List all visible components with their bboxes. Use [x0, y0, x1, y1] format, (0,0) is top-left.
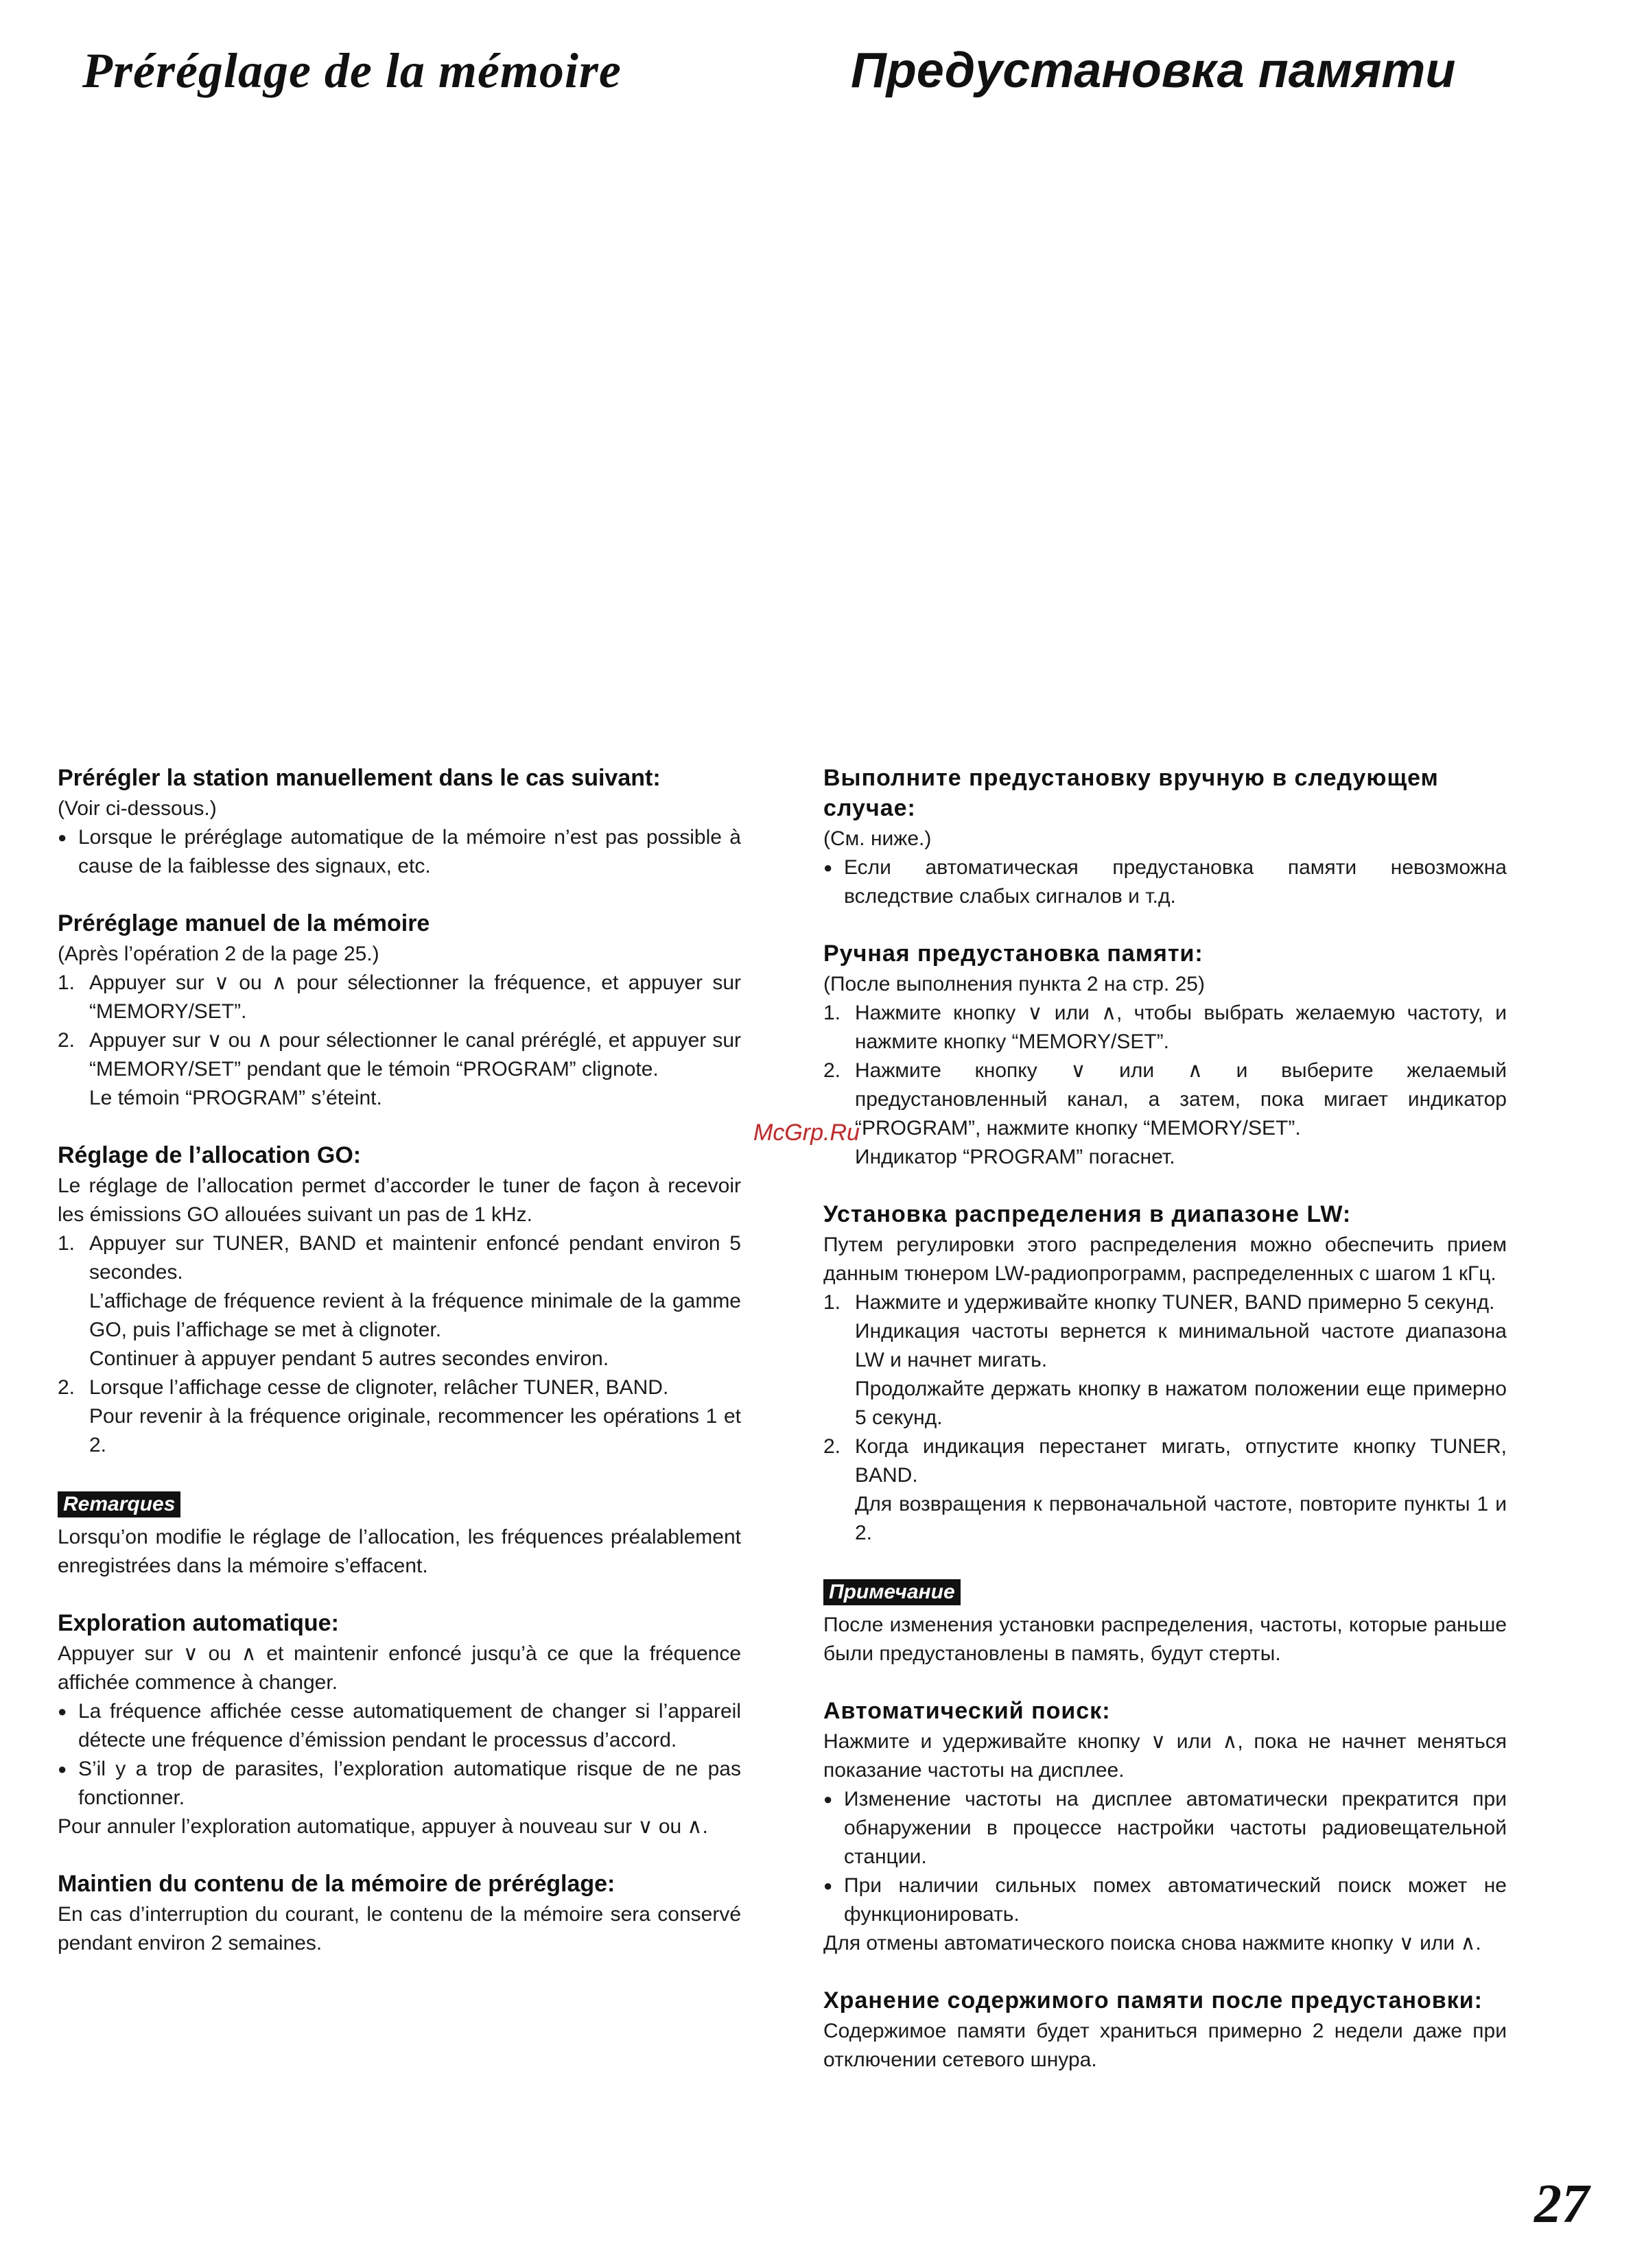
- step-number: 1.: [823, 1291, 841, 1314]
- russian-column: [823, 763, 1507, 2102]
- bullet-item: ● Если автоматическая предустановка памяти невозможна вследствие слабых сигналов и т.д.: [823, 853, 1507, 911]
- section-note: (См. ниже.): [823, 827, 932, 850]
- section-heading: Ручная предустановка памяти:: [823, 941, 1203, 967]
- page-title-ru: Предустановка памяти: [851, 43, 1456, 98]
- bullet-item: ● S’il y a trop de parasites, l’exploration automatique risque de ne pas fonctionner.: [58, 1755, 741, 1812]
- ru-manual-preset-case: [823, 763, 1507, 911]
- step-continuation: Continuer à appuyer pendant 5 autres secondes environ.: [89, 1347, 609, 1370]
- ru-lw-allocation: [823, 1199, 1507, 1548]
- section-intro: Le réglage de l’allocation permet d’accorder le tuner de façon à recevoir les émissions GO allouées suivant un pas de 1 kHz.: [58, 1174, 741, 1226]
- section-heading: Автоматический поиск:: [823, 1698, 1111, 1724]
- step-item: [823, 1288, 1507, 1432]
- step-text: Нажмите кнопку ∨ или ∧ и выберите желаемый предустановленный канал, а затем, пока мигает индикатор “PROGRAM”, нажмите кнопку “MEMORY/SET”.: [855, 1059, 1507, 1139]
- section-intro: Appuyer sur ∨ ou ∧ et maintenir enfoncé jusqu’à ce que la fréquence affichée commence à changer.: [58, 1642, 741, 1694]
- step-text: Appuyer sur ∨ ou ∧ pour sélectionner le canal préréglé, et appuyer sur “MEMORY/SET” pendant que le témoin “PROGRAM” clignote.: [89, 1029, 741, 1080]
- bullet-item: ● La fréquence affichée cesse automatiquement de changer si l’appareil détecte une fréquence d’émission pendant le processus d’accord.: [58, 1697, 741, 1755]
- bullet-item: ● Изменение частоты на дисплее автоматически прекратится при обнаружении в процессе настройки частоты радиовещательной станции.: [823, 1785, 1507, 1871]
- section-heading: Maintien du contenu de la mémoire de préréglage:: [58, 1871, 615, 1897]
- section-note: (После выполнения пункта 2 на стр. 25): [823, 973, 1205, 995]
- fr-remarks: [58, 1487, 741, 1581]
- step-text: Нажмите и удерживайте кнопку TUNER, BAND примерно 5 секунд.: [855, 1291, 1495, 1314]
- step-item: [823, 999, 1507, 1056]
- step-continuation: Индикация частоты вернется к минимальной частоте диапазона LW и начнет мигать.: [855, 1320, 1507, 1371]
- bullet-item: ● При наличии сильных помех автоматический поиск может не функционировать.: [823, 1871, 1507, 1929]
- fr-manual-preset-case: [58, 763, 741, 881]
- section-heading: Exploration automatique:: [58, 1610, 339, 1636]
- remarks-text: Lorsqu’on modifie le réglage de l’allocation, les fréquences préalablement enregistrées dans la mémoire s’effacent.: [58, 1526, 741, 1577]
- section-heading: Выполните предустановку вручную в следующем случае:: [823, 765, 1439, 821]
- french-column: [58, 763, 741, 1985]
- section-heading: Установка распределения в диапазоне LW:: [823, 1201, 1352, 1227]
- step-continuation: Pour revenir à la fréquence originale, recommencer les opérations 1 et 2.: [89, 1405, 741, 1456]
- section-outro: Pour annuler l’exploration automatique, appuyer à nouveau sur ∨ ou ∧.: [58, 1815, 708, 1838]
- remarks-label: Примечание: [823, 1579, 961, 1605]
- section-heading: Хранение содержимого памяти после предустановки:: [823, 1987, 1483, 2013]
- step-item: [823, 1432, 1507, 1548]
- step-item: [58, 1373, 741, 1460]
- ru-remarks: [823, 1575, 1507, 1668]
- step-item: [58, 1229, 741, 1373]
- ru-manual-preset: [823, 938, 1507, 1172]
- section-heading: Préréglage manuel de la mémoire: [58, 910, 430, 936]
- step-continuation: Продолжайте держать кнопку в нажатом положении еще примерно 5 секунд.: [855, 1378, 1507, 1429]
- section-heading: Réglage de l’allocation GO:: [58, 1142, 362, 1168]
- step-number: 1.: [58, 1232, 75, 1255]
- step-item: [823, 1056, 1507, 1172]
- step-text: Appuyer sur TUNER, BAND et maintenir enfoncé pendant environ 5 secondes.: [89, 1232, 741, 1284]
- remarks-label: Remarques: [58, 1491, 180, 1517]
- section-intro: Путем регулировки этого распределения можно обеспечить прием данным тюнером LW-радиопрограмм, распределенных с шагом 1 кГц.: [823, 1233, 1507, 1285]
- section-heading: Prérégler la station manuellement dans le cas suivant:: [58, 765, 661, 791]
- ru-auto-scan: [823, 1696, 1507, 1958]
- fr-manual-preset: [58, 908, 741, 1113]
- watermark-text: McGrp.Ru: [753, 1120, 860, 1146]
- step-number: 1.: [823, 1002, 841, 1024]
- ru-memory-backup: [823, 1985, 1507, 2075]
- step-continuation: L’affichage de fréquence revient à la fréquence minimale de la gamme GO, puis l’affichage se met à clignoter.: [89, 1290, 741, 1341]
- step-item: [58, 969, 741, 1026]
- bullet-item: ● Lorsque le préréglage automatique de la mémoire n’est pas possible à cause de la faiblesse des signaux, etc.: [58, 823, 741, 881]
- fr-go-allocation: [58, 1140, 741, 1460]
- step-number: 2.: [58, 1376, 75, 1399]
- section-note: (Après l’opération 2 de la page 25.): [58, 943, 379, 965]
- remarks-text: После изменения установки распределения, частоты, которые раньше были предустановлены в память, будут стерты.: [823, 1614, 1507, 1665]
- step-continuation: Le témoin “PROGRAM” s’éteint.: [89, 1087, 382, 1109]
- step-number: 2.: [58, 1029, 75, 1052]
- step-number: 2.: [823, 1435, 841, 1458]
- step-continuation: Индикатор “PROGRAM” погаснет.: [855, 1146, 1175, 1168]
- section-intro: Нажмите и удерживайте кнопку ∨ или ∧, пока не начнет меняться показание частоты на дисплее.: [823, 1730, 1507, 1782]
- step-number: 2.: [823, 1059, 841, 1082]
- section-note: (Voir ci-dessous.): [58, 797, 217, 820]
- step-text: Appuyer sur ∨ ou ∧ pour sélectionner la fréquence, et appuyer sur “MEMORY/SET”.: [89, 971, 741, 1023]
- fr-memory-backup: [58, 1869, 741, 1958]
- step-text: Когда индикация перестанет мигать, отпустите кнопку TUNER, BAND.: [855, 1435, 1507, 1487]
- step-number: 1.: [58, 971, 75, 994]
- fr-auto-scan: [58, 1608, 741, 1841]
- page-title-fr: Préréglage de la mémoire: [82, 43, 622, 98]
- step-text: Нажмите кнопку ∨ или ∧, чтобы выбрать желаемую частоту, и нажмите кнопку “MEMORY/SET”.: [855, 1002, 1507, 1053]
- page-number: 27: [1534, 2174, 1589, 2234]
- section-outro: Для отмены автоматического поиска снова нажмите кнопку ∨ или ∧.: [823, 1932, 1481, 1954]
- step-item: [58, 1026, 741, 1113]
- section-text: En cas d’interruption du courant, le contenu de la mémoire sera conservé pendant environ 2 semaines.: [58, 1903, 741, 1954]
- step-continuation: Для возвращения к первоначальной частоте, повторите пункты 1 и 2.: [855, 1493, 1507, 1544]
- section-text: Содержимое памяти будет храниться примерно 2 недели даже при отключении сетевого шнура.: [823, 2020, 1507, 2071]
- step-text: Lorsque l’affichage cesse de clignoter, relâcher TUNER, BAND.: [89, 1376, 669, 1399]
